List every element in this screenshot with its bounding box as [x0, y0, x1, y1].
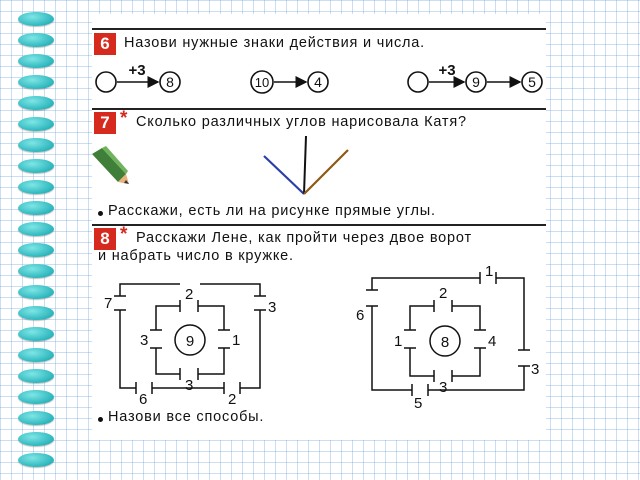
task-8-question: Назови все способы.: [108, 409, 265, 425]
spiral-ring: [18, 348, 54, 362]
spiral-ring: [18, 96, 54, 110]
spiral-ring: [18, 306, 54, 320]
task-6-chains: [92, 62, 546, 104]
maze-1-inner-top-value: 2: [185, 286, 194, 303]
chain-2: [251, 71, 328, 93]
spiral-ring: [18, 138, 54, 152]
maze-2-outer-gate-left[interactable]: [366, 290, 378, 306]
textbook-page: [92, 14, 546, 440]
pencil-icon: [92, 144, 132, 188]
task-8-text-line2: и набрать число в кружке.: [98, 248, 294, 264]
maze-2-inner-gate-left[interactable]: [404, 330, 416, 348]
maze-2-outer-gate-right[interactable]: [518, 350, 530, 366]
maze-1-inner-bottom-value: 3: [185, 377, 194, 394]
maze-2: [354, 262, 546, 412]
chain-2-end-value: 4: [314, 74, 322, 90]
maze-1-inner-gate-left[interactable]: [150, 330, 162, 348]
maze-1: [92, 266, 292, 408]
spiral-ring: [18, 243, 54, 257]
spiral-ring: [18, 180, 54, 194]
task-8-text-line1: Расскажи Лене, как пройти через двое ворот: [136, 230, 472, 246]
spiral-ring: [18, 327, 54, 341]
task-8-bullet: [98, 417, 103, 422]
task-8-number: 8: [94, 228, 116, 250]
chain-1: [96, 62, 180, 92]
maze-2-inner-bottom-value: 3: [439, 379, 448, 396]
spiral-ring: [18, 117, 54, 131]
spiral-ring: [18, 201, 54, 215]
angle-ray-black: [304, 136, 306, 194]
maze-1-outer-bottom-left-value: 6: [139, 391, 148, 408]
spiral-ring: [18, 432, 54, 446]
maze-2-outer-left-value: 6: [356, 307, 365, 324]
maze-1-inner-gate-right[interactable]: [218, 330, 230, 348]
maze-1-center-value: 9: [185, 333, 195, 350]
task-7-question: Расскажи, есть ли на рисунке прямые углы.: [108, 203, 436, 219]
maze-1-inner-right-value: 1: [232, 332, 241, 349]
spiral-ring: [18, 264, 54, 278]
task-7-rule: [92, 108, 546, 110]
task-6-text: Назови нужные знаки действия и числа.: [124, 35, 425, 51]
chain-1-end-value: 8: [166, 74, 174, 90]
spiral-ring: [18, 222, 54, 236]
spiral-ring: [18, 75, 54, 89]
maze-2-inner-right-value: 4: [488, 333, 497, 350]
angle-ray-brown: [304, 150, 348, 194]
task-6-rule: [92, 28, 546, 30]
maze-1-outer-bottom-right-value: 2: [228, 391, 237, 408]
task-6-number: 6: [94, 33, 116, 55]
maze-2-inner-gate-right[interactable]: [474, 330, 486, 348]
spiral-ring: [18, 12, 54, 26]
spiral-ring: [18, 390, 54, 404]
chain-2-start-value: 10: [254, 75, 270, 90]
maze-2-inner-left-value: 1: [394, 333, 403, 350]
task-7-bullet: [98, 211, 103, 216]
angle-ray-blue: [264, 156, 304, 194]
chain-3-end-value: 5: [528, 74, 536, 90]
chain-1-empty-start[interactable]: [96, 72, 116, 92]
maze-1-outer-gate-left[interactable]: [114, 296, 126, 310]
maze-1-outer-right-value: 3: [268, 299, 277, 316]
maze-2-outer-bottom-value: 5: [414, 395, 423, 412]
angles-drawing: [252, 132, 362, 210]
spiral-ring: [18, 54, 54, 68]
maze-1-outer-left-value: 7: [104, 295, 113, 312]
maze-2-center-value: 8: [440, 334, 450, 351]
maze-1-outer-gate-right[interactable]: [254, 296, 266, 310]
chain-3-empty-start[interactable]: [408, 72, 428, 92]
maze-2-outer-top-value: 1: [485, 263, 494, 280]
task-8-star: *: [120, 224, 128, 245]
chain-3: [408, 62, 542, 92]
chain-1-operation: +3: [128, 62, 146, 79]
spiral-ring: [18, 33, 54, 47]
spiral-ring: [18, 159, 54, 173]
maze-2-outer-right-value: 3: [531, 361, 540, 378]
task-8-rule: [92, 224, 546, 226]
maze-2-inner-top-value: 2: [439, 285, 448, 302]
chain-3-operation: +3: [438, 62, 456, 79]
notebook-spiral: [18, 12, 58, 472]
maze-1-inner-left-value: 3: [140, 332, 149, 349]
spiral-ring: [18, 453, 54, 467]
spiral-ring: [18, 285, 54, 299]
task-7-number: 7: [94, 112, 116, 134]
spiral-ring: [18, 411, 54, 425]
spiral-ring: [18, 369, 54, 383]
task-7-text: Сколько различных углов нарисовала Катя?: [136, 114, 467, 130]
task-7-star: *: [120, 108, 128, 129]
chain-3-mid-value: 9: [472, 74, 480, 90]
